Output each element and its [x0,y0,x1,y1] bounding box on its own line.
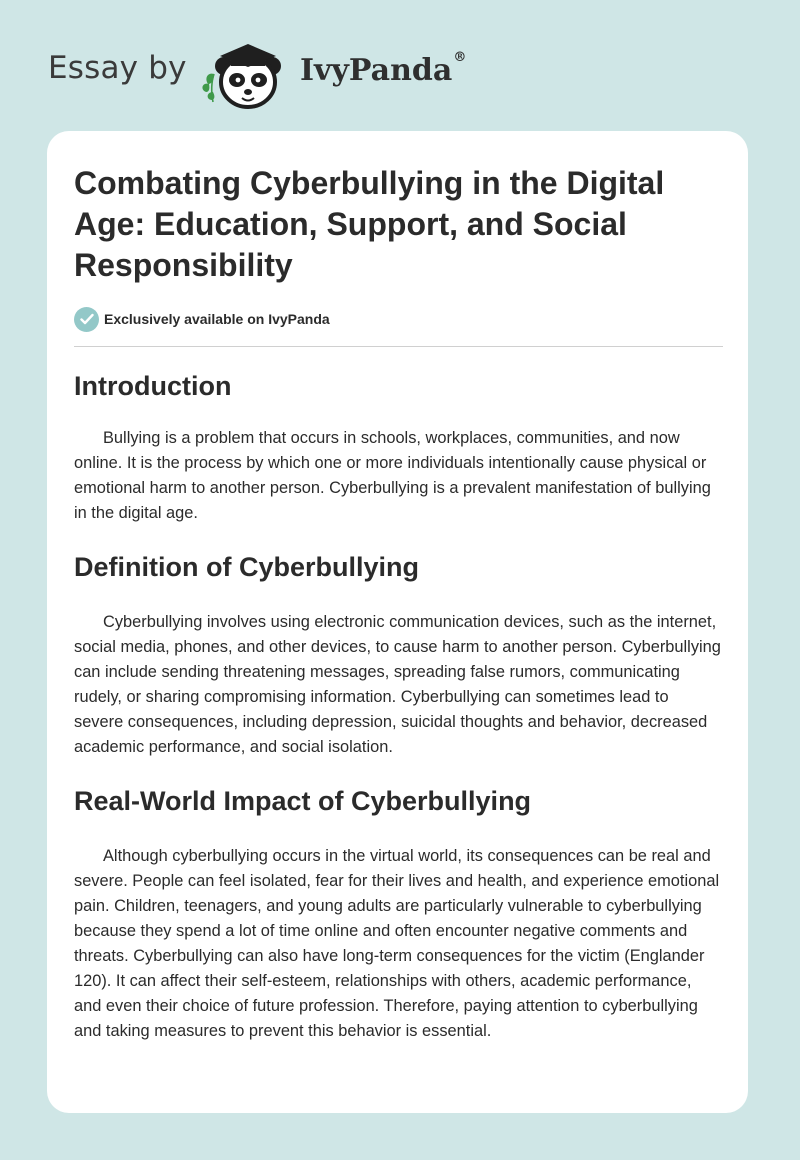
section-heading-definition: Definition of Cyberbullying [74,552,419,582]
check-circle-icon [74,307,99,332]
site-header [48,34,748,114]
section-heading-impact: Real-World Impact of Cyberbullying [74,786,532,816]
essay-card [47,131,748,1113]
essay-title: Combating Cyberbullying in the Digital Age: Education, Support, and Social Responsibility [74,165,665,283]
essay-by-label: Essay by [48,50,187,86]
exclusive-badge [74,306,722,332]
exclusive-badge-label: Exclusively available on IvyPanda [104,311,330,327]
registered-mark: ® [453,50,467,65]
section-body-impact: Although cyberbullying occurs in the virtual world, its consequences can be real and severe. People can feel isolated, fear for their lives and health, and experience emotional pain. Children, teenagers, and young adults are particularly vulnerable to cyberbullying because they spend a lot of time online and often encounter negative comments and threats. Cyberbullying can also have long-term consequences for the victim (Englander 120). It can affect their self-esteem, relationships with others, academic performance, and even their choice of future profession. Therefore, paying attention to cyberbullying and taking measures to prevent this behavior is essential. [74,847,720,1040]
section-body-definition: Cyberbullying involves using electronic communication devices, such as the internet, social media, phones, and other devices, to cause harm to another person. Cyberbullying can include sending threatening messages, spreading false rumors, communicating rudely, or sharing compromising information. Cyberbullying can sometimes lead to severe consequences, including depression, suicidal thoughts and behavior, decreased academic performance, and social isolation. [74,613,721,756]
section-body-introduction: Bullying is a problem that occurs in schools, workplaces, communities, and now online. It is the process by which one or more individuals intentionally cause physical or emotional harm to another person. Cyberbullying is a prevalent manifestation of bullying in the digital age. [74,429,711,522]
section-heading-introduction: Introduction [74,371,232,401]
panda-graduate-logo-icon[interactable] [200,34,296,110]
title-divider [74,346,723,347]
brand-name-text: IvyPanda [300,53,453,88]
brand-name[interactable] [300,50,467,88]
essay-content [74,163,722,1044]
